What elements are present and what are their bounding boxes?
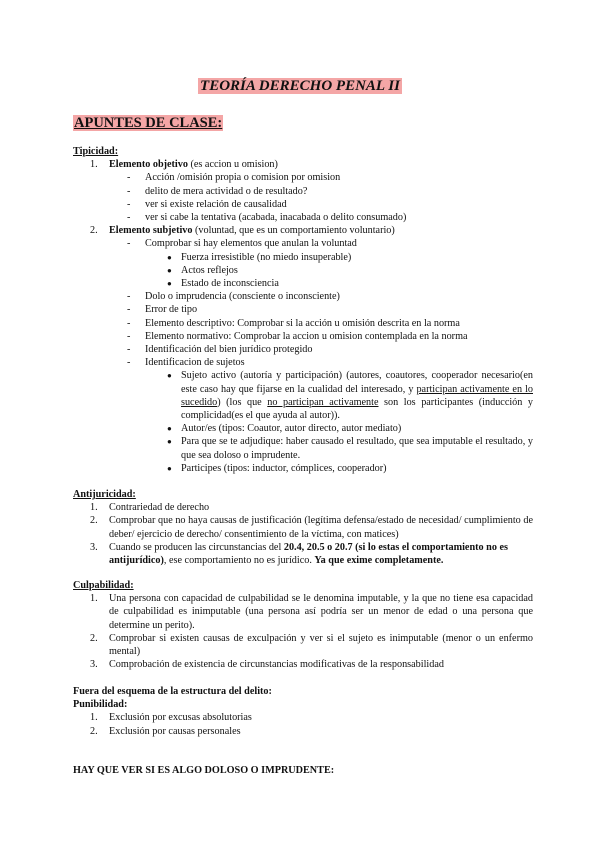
list-item: 1. Elemento objetivo (es accion u omision): [90, 159, 278, 171]
list-item: - ver si existe relación de causalidad: [127, 198, 287, 210]
culpabilidad-block: [73, 579, 533, 671]
list-item: - ver si cabe la tentativa (acabada, inacabada o delito consumado): [127, 212, 407, 224]
tipicidad-heading: Tipicidad:: [73, 146, 119, 157]
antijuricidad-heading: Antijuricidad:: [73, 489, 136, 500]
page-title: TEORÍA DERECHO PENAL II: [200, 78, 400, 94]
list-item: - Error de tipo: [127, 304, 198, 316]
list-item: 1. Contrariedad de derecho: [90, 502, 210, 514]
list-item: ● Estado de inconsciencia: [167, 278, 279, 290]
fuera-heading: Fuera del esquema de la estructura del delito:: [73, 686, 272, 697]
list-item: - Acción /omisión propia o comision por omision: [127, 172, 341, 184]
list-item: ● Fuerza irresistible (no miedo insuperable): [167, 251, 352, 263]
culpabilidad-heading: Culpabilidad:: [73, 580, 134, 591]
list-item: 2. Comprobar si existen causas de exculpación y ver si el sujeto es inimputable (menor o un enfermo mental): [90, 632, 533, 658]
antijuricidad-block: [73, 488, 533, 567]
list-item: 3. Cuando se producen las circunstancias del 20.4, 20.5 o 20.7 (si lo estas el comportamiento no es antijurídico), ese comportamiento no es jurídico. Ya que exime completamente.: [90, 541, 508, 567]
footer-note: HAY QUE VER SI ES ALGO DOLOSO O IMPRUDENTE:: [73, 765, 335, 776]
list-item: 1. Una persona con capacidad de culpabilidad se le denomina imputable, y la que no tiene esa capacidad de culpabilidad es inimputable (una persona así podría ser un menor de edad o una persona que determine un perito).: [90, 593, 533, 631]
list-item: ● Participes (tipos: inductor, cómplices, cooperador): [167, 462, 387, 474]
list-item: ● Actos reflejos: [167, 264, 238, 276]
punibilidad-heading: Punibilidad:: [73, 699, 128, 711]
list-item: - delito de mera actividad o de resultado?: [127, 185, 308, 197]
list-item: - Identificación del bien jurídico protegido: [127, 344, 313, 356]
list-item: - Dolo o imprudencia (consciente o inconsciente): [127, 291, 340, 303]
list-item: ● Autor/es (tipos: Coautor, autor directo, autor mediato): [167, 423, 402, 435]
list-item: 2. Elemento subjetivo (voluntad, que es un comportamiento voluntario): [90, 225, 395, 237]
list-item: - Elemento normativo: Comprobar la accion u omision contemplada en la norma: [127, 330, 468, 342]
fuera-block: [73, 685, 533, 738]
list-item: 2. Exclusión por causas personales: [90, 725, 241, 737]
list-item: 1. Exclusión por excusas absolutorias: [90, 712, 252, 724]
list-item: - Identificacion de sujetos: [127, 357, 245, 369]
tipicidad-block: [73, 145, 533, 475]
section-title: APUNTES DE CLASE:: [74, 115, 223, 131]
list-item: - Elemento descriptivo: Comprobar si la acción u omisión descrita en la norma: [127, 317, 460, 329]
list-item: ● Para que se te adjudique: haber causado el resultado, que sea imputable el resultado, y que sea doloso o imprudente.: [167, 436, 533, 461]
list-item: 2. Comprobar que no haya causas de justificación (legítima defensa/estado de necesidad/ cumplimiento de deber/ ejercicio de derecho/ consentimiento de la víctima, con matices): [90, 515, 533, 540]
list-item: - Comprobar si hay elementos que anulan la voluntad: [127, 238, 357, 250]
list-item: ● Sujeto activo (autoría y participación) (autores, coautores, cooperador necesario(en este caso hay que fijarse en la cualidad del interesado, y participan activamente en lo sucedido) (los que no participan activamente son los participantes (inducción y complicidad(es el que ayuda al autor)).: [167, 370, 533, 422]
list-item: 3. Comprobación de existencia de circunstancias modificativas de la responsabilidad: [90, 659, 444, 671]
